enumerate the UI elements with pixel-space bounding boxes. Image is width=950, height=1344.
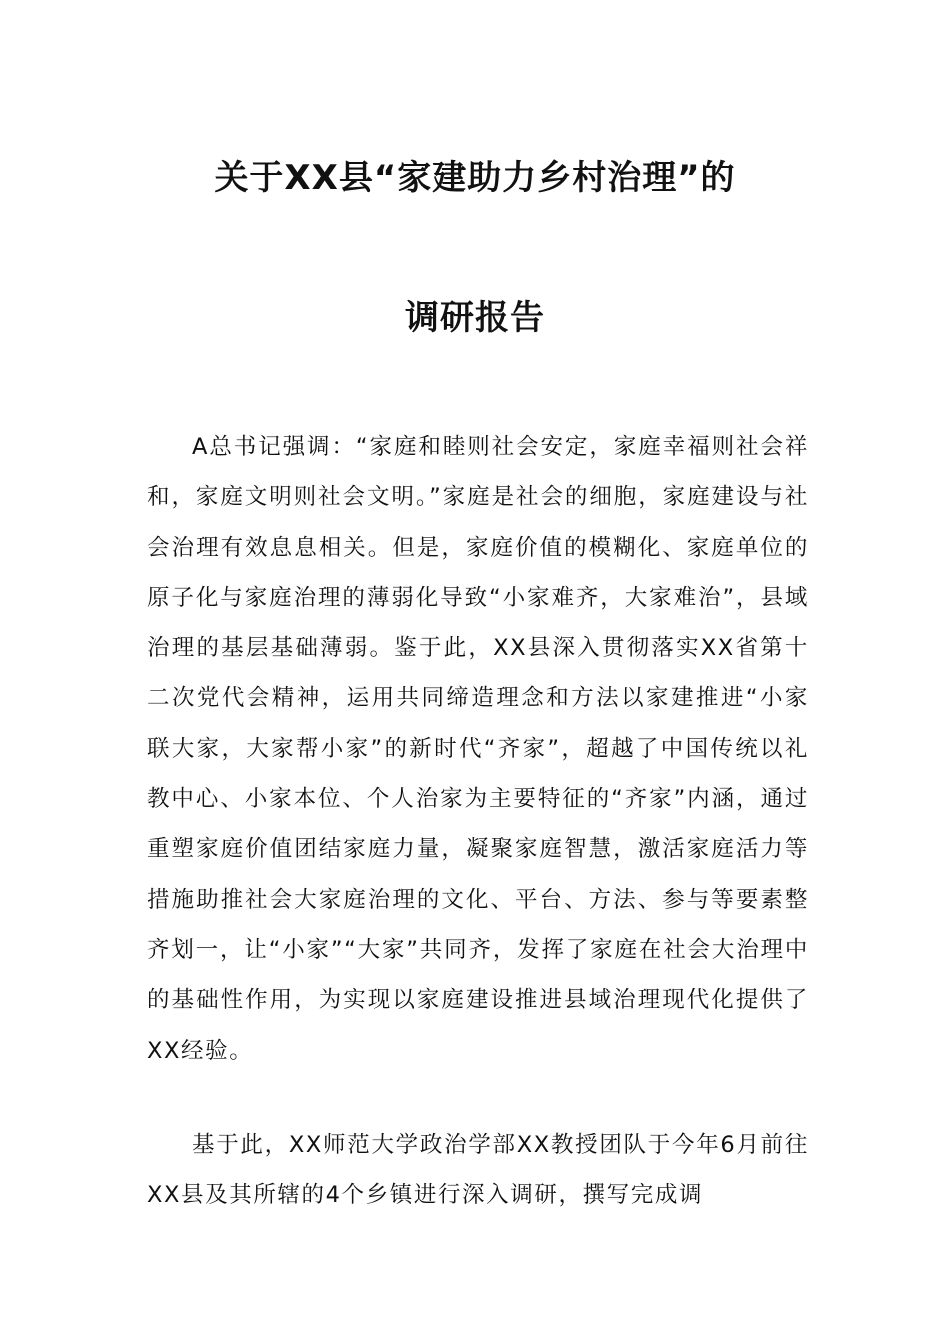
- document-title-line-2: 调研报告: [405, 298, 545, 338]
- body-paragraph-1: A总书记强调：“家庭和睦则社会安定，家庭幸福则社会祥和，家庭文明则社会文明。”家庭是社会的细胞，家庭建设与社会治理有效息息相关。但是，家庭价值的模糊化、家庭单位的原子化与家庭治理的薄弱化导致“小家难齐，大家难治”，县域治理的基层基础薄弱。鉴于此，XX县深入贯彻落实XX省第十二次党代会精神，运用共同缔造理念和方法以家建推进“小家联大家，大家帮小家”的新时代“齐家”，超越了中国传统以礼教中心、小家本位、个人治家为主要特征的“齐家”内涵，通过重塑家庭价值团结家庭力量，凝聚家庭智慧，激活家庭活力等措施助推社会大家庭治理的文化、平台、方法、参与等要素整齐划一，让“小家”“大家”共同齐，发挥了家庭在社会大治理中的基础性作用，为实现以家庭建设推进县域治理现代化提供了XX经验。: [147, 434, 809, 1064]
- document-title-line-1: 关于XX县“家建助力乡村治理”的: [214, 158, 736, 198]
- body-paragraph-2: 基于此，XX师范大学政治学部XX教授团队于今年6月前往XX县及其所辖的4个乡镇进行深入调研，撰写完成调: [147, 1132, 809, 1209]
